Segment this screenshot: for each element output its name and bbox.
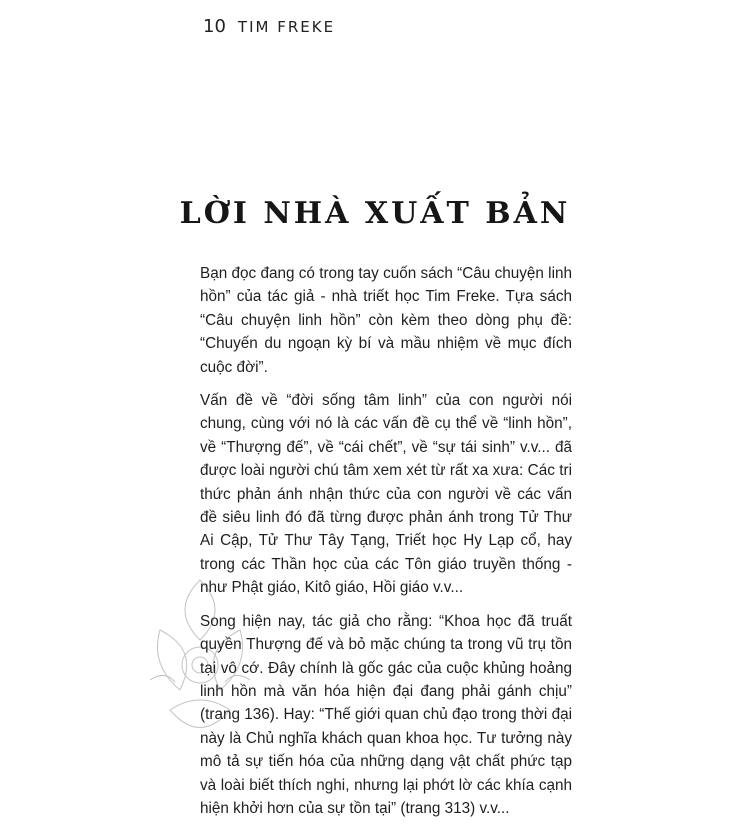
running-header [203, 16, 335, 37]
running-header-author: TIM FREKE [237, 18, 336, 36]
section-title: LỜI NHÀ XUẤT BẢN [179, 196, 571, 231]
decorative-mandala-icon [140, 570, 260, 750]
paragraph: Vấn đề về “đời sống tâm linh” của con người nói chung, cùng với nó là các vấn đề cụ thể về “linh hồn”, về “Thượng đế”, về “cái chết”, về “sự tái sinh” v.v... đã được loài người chú tâm xem xét từ rất xa xưa: Các tri thức phản ánh nhận thức của con người về các vấn đề siêu linh đó đã từng được phản ánh trong Tử Thư Ai Cập, Tử Thư Tây Tạng, Triết học Hy Lạp cổ, hay trong các Thần học của các Tôn giáo truyền thống - như Phật giáo, Kitô giáo, Hồi giáo v.v... [200, 392, 572, 597]
paragraph: Bạn đọc đang có trong tay cuốn sách “Câu chuyện linh hồn” của tác giả - nhà triết học Tim Freke. Tựa sách “Câu chuyện linh hồn” còn kèm theo dòng phụ đề: “Chuyến du ngoạn kỳ bí và mầu nhiệm về mục đích cuộc đời”. [200, 265, 572, 376]
page-number: 10 [203, 16, 226, 37]
paragraph: Song hiện nay, tác giả cho rằng: “Khoa học đã truất quyền Thượng đế và bỏ mặc chúng ta trong vũ trụ tồn tại vô cớ. Đây chính là gốc gác của cuộc khủng hoảng linh hồn mà văn hóa hiện đại đang phải gánh chịu” (trang 136). Hay: “Thế giới quan chủ đạo trong thời đại này là Chủ nghĩa khách quan khoa học. Tư tưởng này mô tả sự tiến hóa của những dạng vật chất phức tạp và loài biết thích nghi, nhưng lại phớt lờ các khía cạnh hiện khởi hơn của sự tồn tại” (trang 313) v.v... [200, 612, 572, 817]
